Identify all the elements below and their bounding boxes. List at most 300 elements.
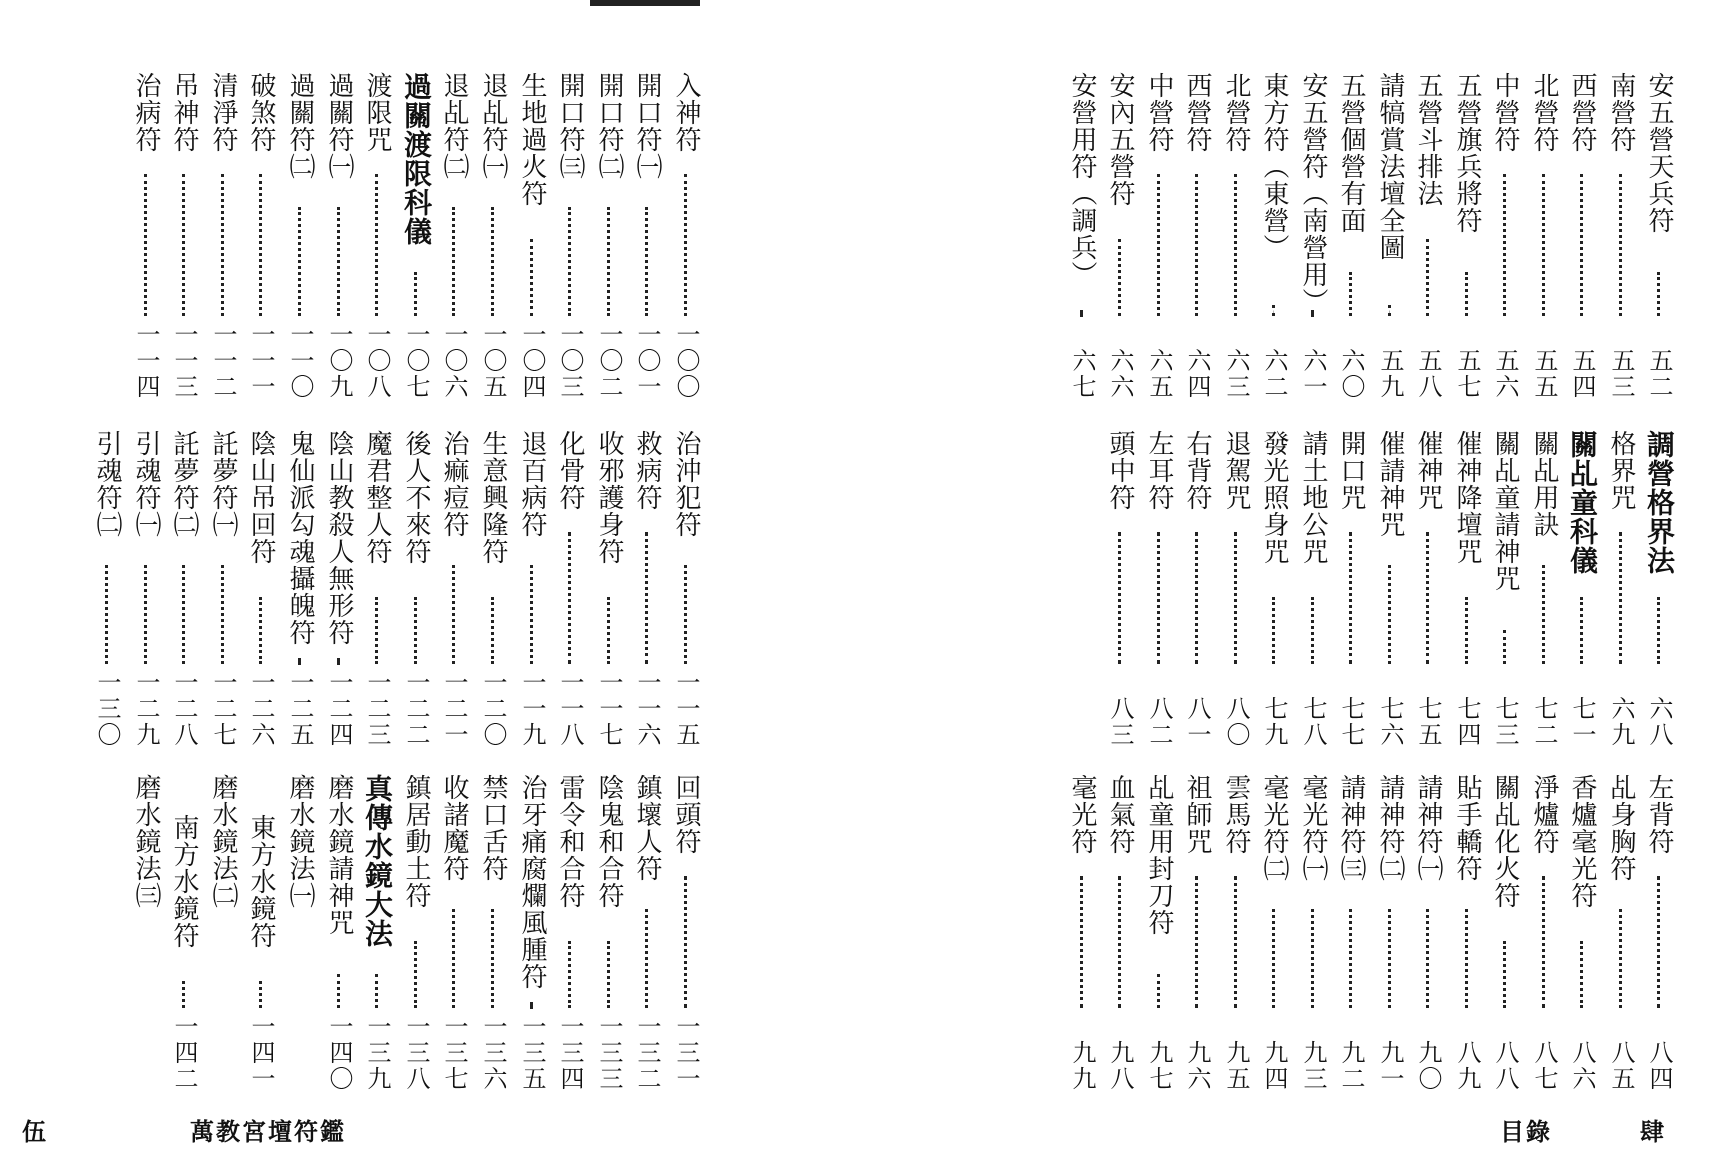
- dot-leader: [1272, 909, 1275, 1008]
- dot-leader: [1465, 272, 1468, 316]
- toc-entry-title: 鎮壞人符: [632, 774, 662, 882]
- toc-entry-title: 化骨符: [555, 430, 585, 511]
- dot-leader: [144, 565, 147, 664]
- dot-leader: [1426, 239, 1429, 316]
- right-page: [960, 0, 1729, 1154]
- toc-section-heading: [1563, 430, 1601, 748]
- toc-entry: [1255, 774, 1293, 1092]
- toc-entry: [1332, 72, 1370, 400]
- toc-entry: [1409, 72, 1447, 400]
- toc-entry-title: 淨爐符: [1529, 774, 1559, 855]
- dot-leader: [452, 565, 455, 664]
- toc-entry-title: 過關符㈡: [285, 72, 315, 180]
- toc-section-middle: [960, 430, 1729, 748]
- toc-entry-title: 治痲痘符: [439, 430, 469, 538]
- toc-entry-title: 中營符: [1144, 72, 1174, 153]
- toc-entry-title: 發光照身咒: [1259, 430, 1289, 565]
- dot-leader: [568, 207, 571, 316]
- dot-leader: [1426, 532, 1429, 664]
- toc-page-number: 五五: [1530, 348, 1558, 400]
- toc-entry-title: 五營旗兵將符: [1452, 72, 1482, 234]
- dot-leader: [491, 207, 494, 316]
- toc-entry: [1140, 774, 1178, 1092]
- running-title: 目錄: [1500, 1117, 1552, 1146]
- toc-entry: [628, 430, 666, 748]
- toc-entry: [320, 72, 358, 400]
- toc-entry: [1486, 774, 1524, 1092]
- toc-entry-title: 安內五營符: [1105, 72, 1135, 207]
- toc-entry: [1140, 430, 1178, 748]
- toc-entry: [435, 774, 473, 1092]
- toc-entry-title: 乩童用封刀符: [1144, 774, 1174, 936]
- dot-leader: [375, 974, 378, 1008]
- toc-section-heading: [358, 774, 396, 1092]
- toc-entry-title: 安營用符（調兵）: [1067, 72, 1097, 288]
- toc-entry-title: 右背符: [1182, 430, 1212, 511]
- toc-entry-title: 毫光符㈡: [1259, 774, 1289, 882]
- toc-entry: [1063, 72, 1101, 400]
- toc-entry-title: 真傳水鏡大法: [361, 774, 394, 948]
- dot-leader: [491, 597, 494, 664]
- toc-entry-title: 雲馬符: [1221, 774, 1251, 855]
- toc-section-bottom: [960, 774, 1729, 1092]
- toc-entry: [513, 72, 551, 400]
- toc-entry-title: 南營符: [1606, 72, 1636, 153]
- toc-entry: [1217, 774, 1255, 1092]
- toc-entry-title: 破煞符: [246, 72, 276, 153]
- toc-entry: [474, 430, 512, 748]
- toc-entry: [242, 774, 280, 1092]
- toc-entry-title: 五營個營有面: [1336, 72, 1366, 234]
- toc-page-number: 五七: [1453, 348, 1481, 400]
- dot-leader: [259, 597, 262, 664]
- toc-entry: [1371, 430, 1409, 748]
- toc-entry: [204, 774, 242, 1092]
- toc-entry: [1255, 72, 1293, 400]
- toc-entry: [513, 774, 551, 1092]
- dot-leader: [1542, 565, 1545, 664]
- toc-entry-title: 渡限咒: [362, 72, 392, 153]
- toc-entry-title: 西營符: [1182, 72, 1212, 153]
- toc-page-number: 八九: [1453, 1040, 1481, 1092]
- dot-leader: [182, 565, 185, 664]
- toc-entry: [1178, 72, 1216, 400]
- toc-entry: [1063, 774, 1101, 1092]
- toc-page-number: 一〇一: [633, 322, 661, 400]
- toc-entry: [1525, 430, 1563, 748]
- toc-page-number: 九二: [1337, 1040, 1365, 1092]
- toc-page-number: 六六: [1106, 348, 1134, 400]
- dot-leader: [1503, 630, 1506, 664]
- toc-entry: [1294, 774, 1332, 1092]
- dot-leader: [1619, 174, 1622, 316]
- toc-entry: [1602, 774, 1640, 1092]
- toc-entry: [667, 774, 705, 1092]
- toc-page-number: 七九: [1260, 696, 1288, 748]
- toc-entry-title: 關乩童科儀: [1566, 430, 1599, 575]
- dot-leader: [607, 597, 610, 664]
- dot-leader: [1349, 272, 1352, 316]
- toc-entry-title: 毫光符㈠: [1298, 774, 1328, 882]
- dot-leader: [1580, 174, 1583, 316]
- toc-entry: [590, 774, 628, 1092]
- toc-entry-title: 五營斗排法: [1413, 72, 1443, 207]
- toc-entry: [1101, 430, 1139, 748]
- dot-leader: [375, 597, 378, 664]
- toc-page-number: 七七: [1337, 696, 1365, 748]
- toc-entry: [1294, 430, 1332, 748]
- toc-entry: [165, 72, 203, 400]
- dot-leader: [645, 207, 648, 316]
- toc-page-number: 一二〇: [479, 670, 507, 748]
- toc-entry-title: 生意興隆符: [478, 430, 508, 565]
- toc-page-number: 八四: [1645, 1040, 1673, 1092]
- toc-page-number: 九六: [1183, 1040, 1211, 1092]
- toc-page-number: 一三六: [479, 1014, 507, 1092]
- toc-entry-title: 過關渡限科儀: [400, 72, 433, 246]
- toc-page-number: 九〇: [1414, 1040, 1442, 1092]
- toc-page-number: 七五: [1414, 696, 1442, 748]
- toc-page-number: 一〇三: [556, 322, 584, 400]
- dot-leader: [105, 565, 108, 664]
- toc-entry: [88, 430, 126, 748]
- dot-leader: [1272, 597, 1275, 664]
- toc-entry: [551, 774, 589, 1092]
- toc-entry: [320, 430, 358, 748]
- toc-entry: [127, 774, 165, 1092]
- dot-leader: [1465, 597, 1468, 664]
- toc-page-number: 五三: [1607, 348, 1635, 400]
- toc-entry-title: 安五營天兵符: [1644, 72, 1674, 234]
- toc-entry-title: 乩身胸符: [1606, 774, 1636, 882]
- toc-entry: [1217, 72, 1255, 400]
- toc-page-number: 一一四: [132, 322, 160, 400]
- toc-entry: [1178, 430, 1216, 748]
- dot-leader: [1388, 909, 1391, 1008]
- toc-entry: [1602, 72, 1640, 400]
- toc-entry-title: 退乩符㈠: [478, 72, 508, 180]
- toc-entry-title: 關乩化火符: [1490, 774, 1520, 909]
- dot-leader: [645, 532, 648, 664]
- toc-page-number: 六五: [1145, 348, 1173, 400]
- toc-entry-title: 請犒賞法壇全圖: [1375, 72, 1405, 261]
- toc-page-number: 一三一: [672, 1014, 700, 1092]
- toc-page-number: 一一八: [556, 670, 584, 748]
- toc-entry: [1409, 774, 1447, 1092]
- toc-entry: [1486, 72, 1524, 400]
- toc-page-number: 六八: [1645, 696, 1673, 748]
- toc-entry: [320, 774, 358, 1092]
- toc-entry-title: 催神降壇咒: [1452, 430, 1482, 565]
- toc-entry-title: 託夢符㈠: [208, 430, 238, 538]
- toc-entry-title: 陰鬼和合符: [594, 774, 624, 909]
- toc-page-number: 一〇六: [440, 322, 468, 400]
- toc-page-number: 八八: [1491, 1040, 1519, 1092]
- toc-entry-title: 引魂符㈠: [131, 430, 161, 538]
- toc-page-number: 一三八: [402, 1014, 430, 1092]
- dot-leader: [298, 658, 301, 664]
- toc-entry-title: 治沖犯符: [671, 430, 701, 538]
- toc-section-heading: [397, 72, 435, 400]
- dot-leader: [1195, 532, 1198, 664]
- dot-leader: [1157, 532, 1160, 664]
- toc-page-number: 一一一: [247, 322, 275, 400]
- dot-leader: [1157, 974, 1160, 1008]
- toc-entry: [1563, 774, 1601, 1092]
- toc-entry-title: 救病符: [632, 430, 662, 511]
- toc-entry-title: 左耳符: [1144, 430, 1174, 511]
- toc-entry-title: 關乩童請神咒: [1490, 430, 1520, 592]
- toc-page-number: 一二三: [363, 670, 391, 748]
- toc-page-number: 一二七: [209, 670, 237, 748]
- toc-entry: [1448, 774, 1486, 1092]
- toc-entry: [1371, 774, 1409, 1092]
- toc-entry: [1332, 430, 1370, 748]
- dot-leader: [1157, 174, 1160, 316]
- toc-page-number: 一一〇: [286, 322, 314, 400]
- toc-entry-title: 退百病符: [517, 430, 547, 538]
- toc-entry: [551, 72, 589, 400]
- dot-leader: [1465, 909, 1468, 1008]
- toc-page-number: 一二二: [402, 670, 430, 748]
- dot-leader: [1580, 597, 1583, 664]
- toc-page-number: 七四: [1453, 696, 1481, 748]
- dot-leader: [684, 876, 687, 1008]
- dot-leader: [337, 207, 340, 316]
- toc-entry-title: 格界咒: [1606, 430, 1636, 511]
- dot-leader: [1272, 305, 1275, 316]
- toc-page-number: 一一七: [595, 670, 623, 748]
- toc-page-number: 六九: [1607, 696, 1635, 748]
- toc-entry: [1448, 72, 1486, 400]
- dot-leader: [1195, 174, 1198, 316]
- toc-entry-title: 陰山教殺人無形符: [324, 430, 354, 646]
- toc-page-number: 九一: [1376, 1040, 1404, 1092]
- toc-entry: [242, 72, 280, 400]
- toc-page-number: 六三: [1222, 348, 1250, 400]
- toc-entry: [397, 430, 435, 748]
- toc-page-number: 五六: [1491, 348, 1519, 400]
- toc-entry: [667, 72, 705, 400]
- toc-page-number: 一一六: [633, 670, 661, 748]
- toc-page-number: 六四: [1183, 348, 1211, 400]
- toc-section-top: [960, 72, 1729, 400]
- dot-leader: [1503, 941, 1506, 1008]
- dot-leader: [1426, 909, 1429, 1008]
- toc-entry-title: 貼手轎符: [1452, 774, 1482, 882]
- dot-leader: [1118, 532, 1121, 664]
- toc-page-number: 七三: [1491, 696, 1519, 748]
- toc-page-number: 一一二: [209, 322, 237, 400]
- toc-entry-title: 收邪護身符: [594, 430, 624, 565]
- toc-page-number: 六二: [1260, 348, 1288, 400]
- dot-leader: [530, 1002, 533, 1008]
- toc-entry: [435, 72, 473, 400]
- toc-page-number: 一一九: [518, 670, 546, 748]
- dot-leader: [1619, 532, 1622, 664]
- dot-leader: [1542, 174, 1545, 316]
- dot-leader: [144, 174, 147, 316]
- toc-page-number: 七八: [1299, 696, 1327, 748]
- dot-leader: [182, 981, 185, 1008]
- toc-page-number: 九八: [1106, 1040, 1134, 1092]
- toc-entry-title: 祖師咒: [1182, 774, 1212, 855]
- dot-leader: [1080, 876, 1083, 1008]
- toc-entry-title: 東方符（東營）: [1259, 72, 1289, 261]
- toc-page-number: 一三〇: [93, 670, 121, 748]
- toc-entry: [474, 774, 512, 1092]
- toc-entry: [1140, 72, 1178, 400]
- dot-leader: [1657, 272, 1660, 316]
- toc-entry: [474, 72, 512, 400]
- dot-leader: [530, 565, 533, 664]
- toc-page-number: 一二六: [247, 670, 275, 748]
- toc-page-number: 一三四: [556, 1014, 584, 1092]
- toc-entry-title: 雷令和合符: [555, 774, 585, 909]
- dot-leader: [1503, 174, 1506, 316]
- toc-entry-title: 請土地公咒: [1298, 430, 1328, 565]
- toc-entry-title: 回頭符: [671, 774, 701, 855]
- toc-entry: [1294, 72, 1332, 400]
- left-page: [0, 0, 760, 1154]
- toc-entry-title: 禁口舌符: [478, 774, 508, 882]
- toc-entry-title: 調營格界法: [1643, 430, 1676, 575]
- toc-entry-title: 請神符㈡: [1375, 774, 1405, 882]
- toc-entry-title: 生地過火符: [517, 72, 547, 207]
- toc-entry: [628, 72, 666, 400]
- toc-entry: [1371, 72, 1409, 400]
- toc-page-number: 六一: [1299, 348, 1327, 400]
- toc-entry-title: 退駕咒: [1221, 430, 1251, 511]
- toc-entry-title: 北營符: [1221, 72, 1251, 153]
- dot-leader: [1657, 597, 1660, 664]
- dot-leader: [530, 239, 533, 316]
- toc-entry: [1486, 430, 1524, 748]
- toc-entry-title: 東方水鏡符: [246, 814, 276, 949]
- toc-page-number: 一三七: [440, 1014, 468, 1092]
- toc-entry: [127, 72, 165, 400]
- toc-entry-title: 陰山吊回符: [246, 430, 276, 565]
- toc-page-number: 一三二: [633, 1014, 661, 1092]
- dot-leader: [568, 532, 571, 664]
- toc-page-number: 一一三: [170, 322, 198, 400]
- toc-page-number: 九五: [1222, 1040, 1250, 1092]
- toc-entry: [513, 430, 551, 748]
- toc-page-number: 一〇四: [518, 322, 546, 400]
- toc-entry-title: 鬼仙派勾魂攝魄符: [285, 430, 315, 646]
- toc-entry: [281, 430, 319, 748]
- toc-entry: [1525, 774, 1563, 1092]
- toc-entry-title: 關乩用訣: [1529, 430, 1559, 538]
- toc-page-number: 一二一: [440, 670, 468, 748]
- toc-entry: [358, 72, 396, 400]
- toc-entry-title: 西營符: [1567, 72, 1597, 153]
- dot-leader: [1388, 565, 1391, 664]
- dot-leader: [1311, 310, 1314, 316]
- dot-leader: [1234, 174, 1237, 316]
- toc-page-number: 一四二: [170, 1014, 198, 1092]
- toc-entry-title: 北營符: [1529, 72, 1559, 153]
- toc-entry-title: 毫光符: [1067, 774, 1097, 855]
- toc-entry: [1640, 72, 1678, 400]
- dot-leader: [414, 941, 417, 1008]
- toc-entry: [435, 430, 473, 748]
- dot-leader: [1657, 876, 1660, 1008]
- toc-page-number: 一〇七: [402, 322, 430, 400]
- toc-page-number: 一三三: [595, 1014, 623, 1092]
- toc-page-number: 一三九: [363, 1014, 391, 1092]
- toc-entry: [281, 774, 319, 1092]
- toc-entry-title: 開口符㈡: [594, 72, 624, 180]
- dot-leader: [1080, 310, 1083, 316]
- toc-entry-title: 磨水鏡法㈠: [285, 774, 315, 909]
- toc-entry-title: 吊神符: [169, 72, 199, 153]
- toc-page-number: 九七: [1145, 1040, 1173, 1092]
- toc-entry: [204, 430, 242, 748]
- toc-page-number: 五二: [1645, 348, 1673, 400]
- toc-entry: [1525, 72, 1563, 400]
- toc-page-number: 七二: [1530, 696, 1558, 748]
- toc-page-number: 五九: [1376, 348, 1404, 400]
- toc-page-number: 八一: [1183, 696, 1211, 748]
- toc-entry-title: 磨水鏡法㈡: [208, 774, 238, 909]
- toc-entry-title: 請神符㈠: [1413, 774, 1443, 882]
- toc-page-number: 八〇: [1222, 696, 1250, 748]
- toc-page-number: 八三: [1106, 696, 1134, 748]
- dot-leader: [1580, 941, 1583, 1008]
- toc-page-number: 一二九: [132, 670, 160, 748]
- toc-page-number: 八五: [1607, 1040, 1635, 1092]
- dot-leader: [645, 909, 648, 1008]
- dot-leader: [221, 174, 224, 316]
- toc-page-number: 一〇二: [595, 322, 623, 400]
- dot-leader: [1311, 909, 1314, 1008]
- toc-entry: [127, 430, 165, 748]
- toc-entry-title: 鎮居動土符: [401, 774, 431, 909]
- dot-leader: [452, 909, 455, 1008]
- toc-entry-title: 血氣符: [1105, 774, 1135, 855]
- toc-entry: [358, 430, 396, 748]
- toc-entry: [590, 72, 628, 400]
- dot-leader: [452, 207, 455, 316]
- toc-entry: [165, 430, 203, 748]
- toc-entry-title: 左背符: [1644, 774, 1674, 855]
- toc-section-bottom: [0, 774, 760, 1092]
- toc-entry-title: 南方水鏡符: [169, 814, 199, 949]
- dot-leader: [337, 658, 340, 664]
- toc-entry: [628, 774, 666, 1092]
- toc-page-number: 一〇〇: [672, 322, 700, 400]
- dot-leader: [607, 941, 610, 1008]
- toc-page-number: 九四: [1260, 1040, 1288, 1092]
- dot-leader: [221, 565, 224, 664]
- toc-entry: [397, 774, 435, 1092]
- toc-page-number: 七一: [1568, 696, 1596, 748]
- toc-page-number: 一四〇: [325, 1014, 353, 1092]
- toc-page-number: 七六: [1376, 696, 1404, 748]
- dot-leader: [1195, 876, 1198, 1008]
- toc-entry: [1101, 72, 1139, 400]
- toc-entry: [165, 774, 203, 1092]
- toc-entry-title: 開口符㈠: [632, 72, 662, 180]
- dot-leader: [1349, 532, 1352, 664]
- toc-entry-title: 磨水鏡法㈢: [131, 774, 161, 909]
- dot-leader: [491, 909, 494, 1008]
- dot-leader: [182, 174, 185, 316]
- dot-leader: [259, 981, 262, 1008]
- toc-entry-title: 過關符㈠: [324, 72, 354, 180]
- dot-leader: [1234, 532, 1237, 664]
